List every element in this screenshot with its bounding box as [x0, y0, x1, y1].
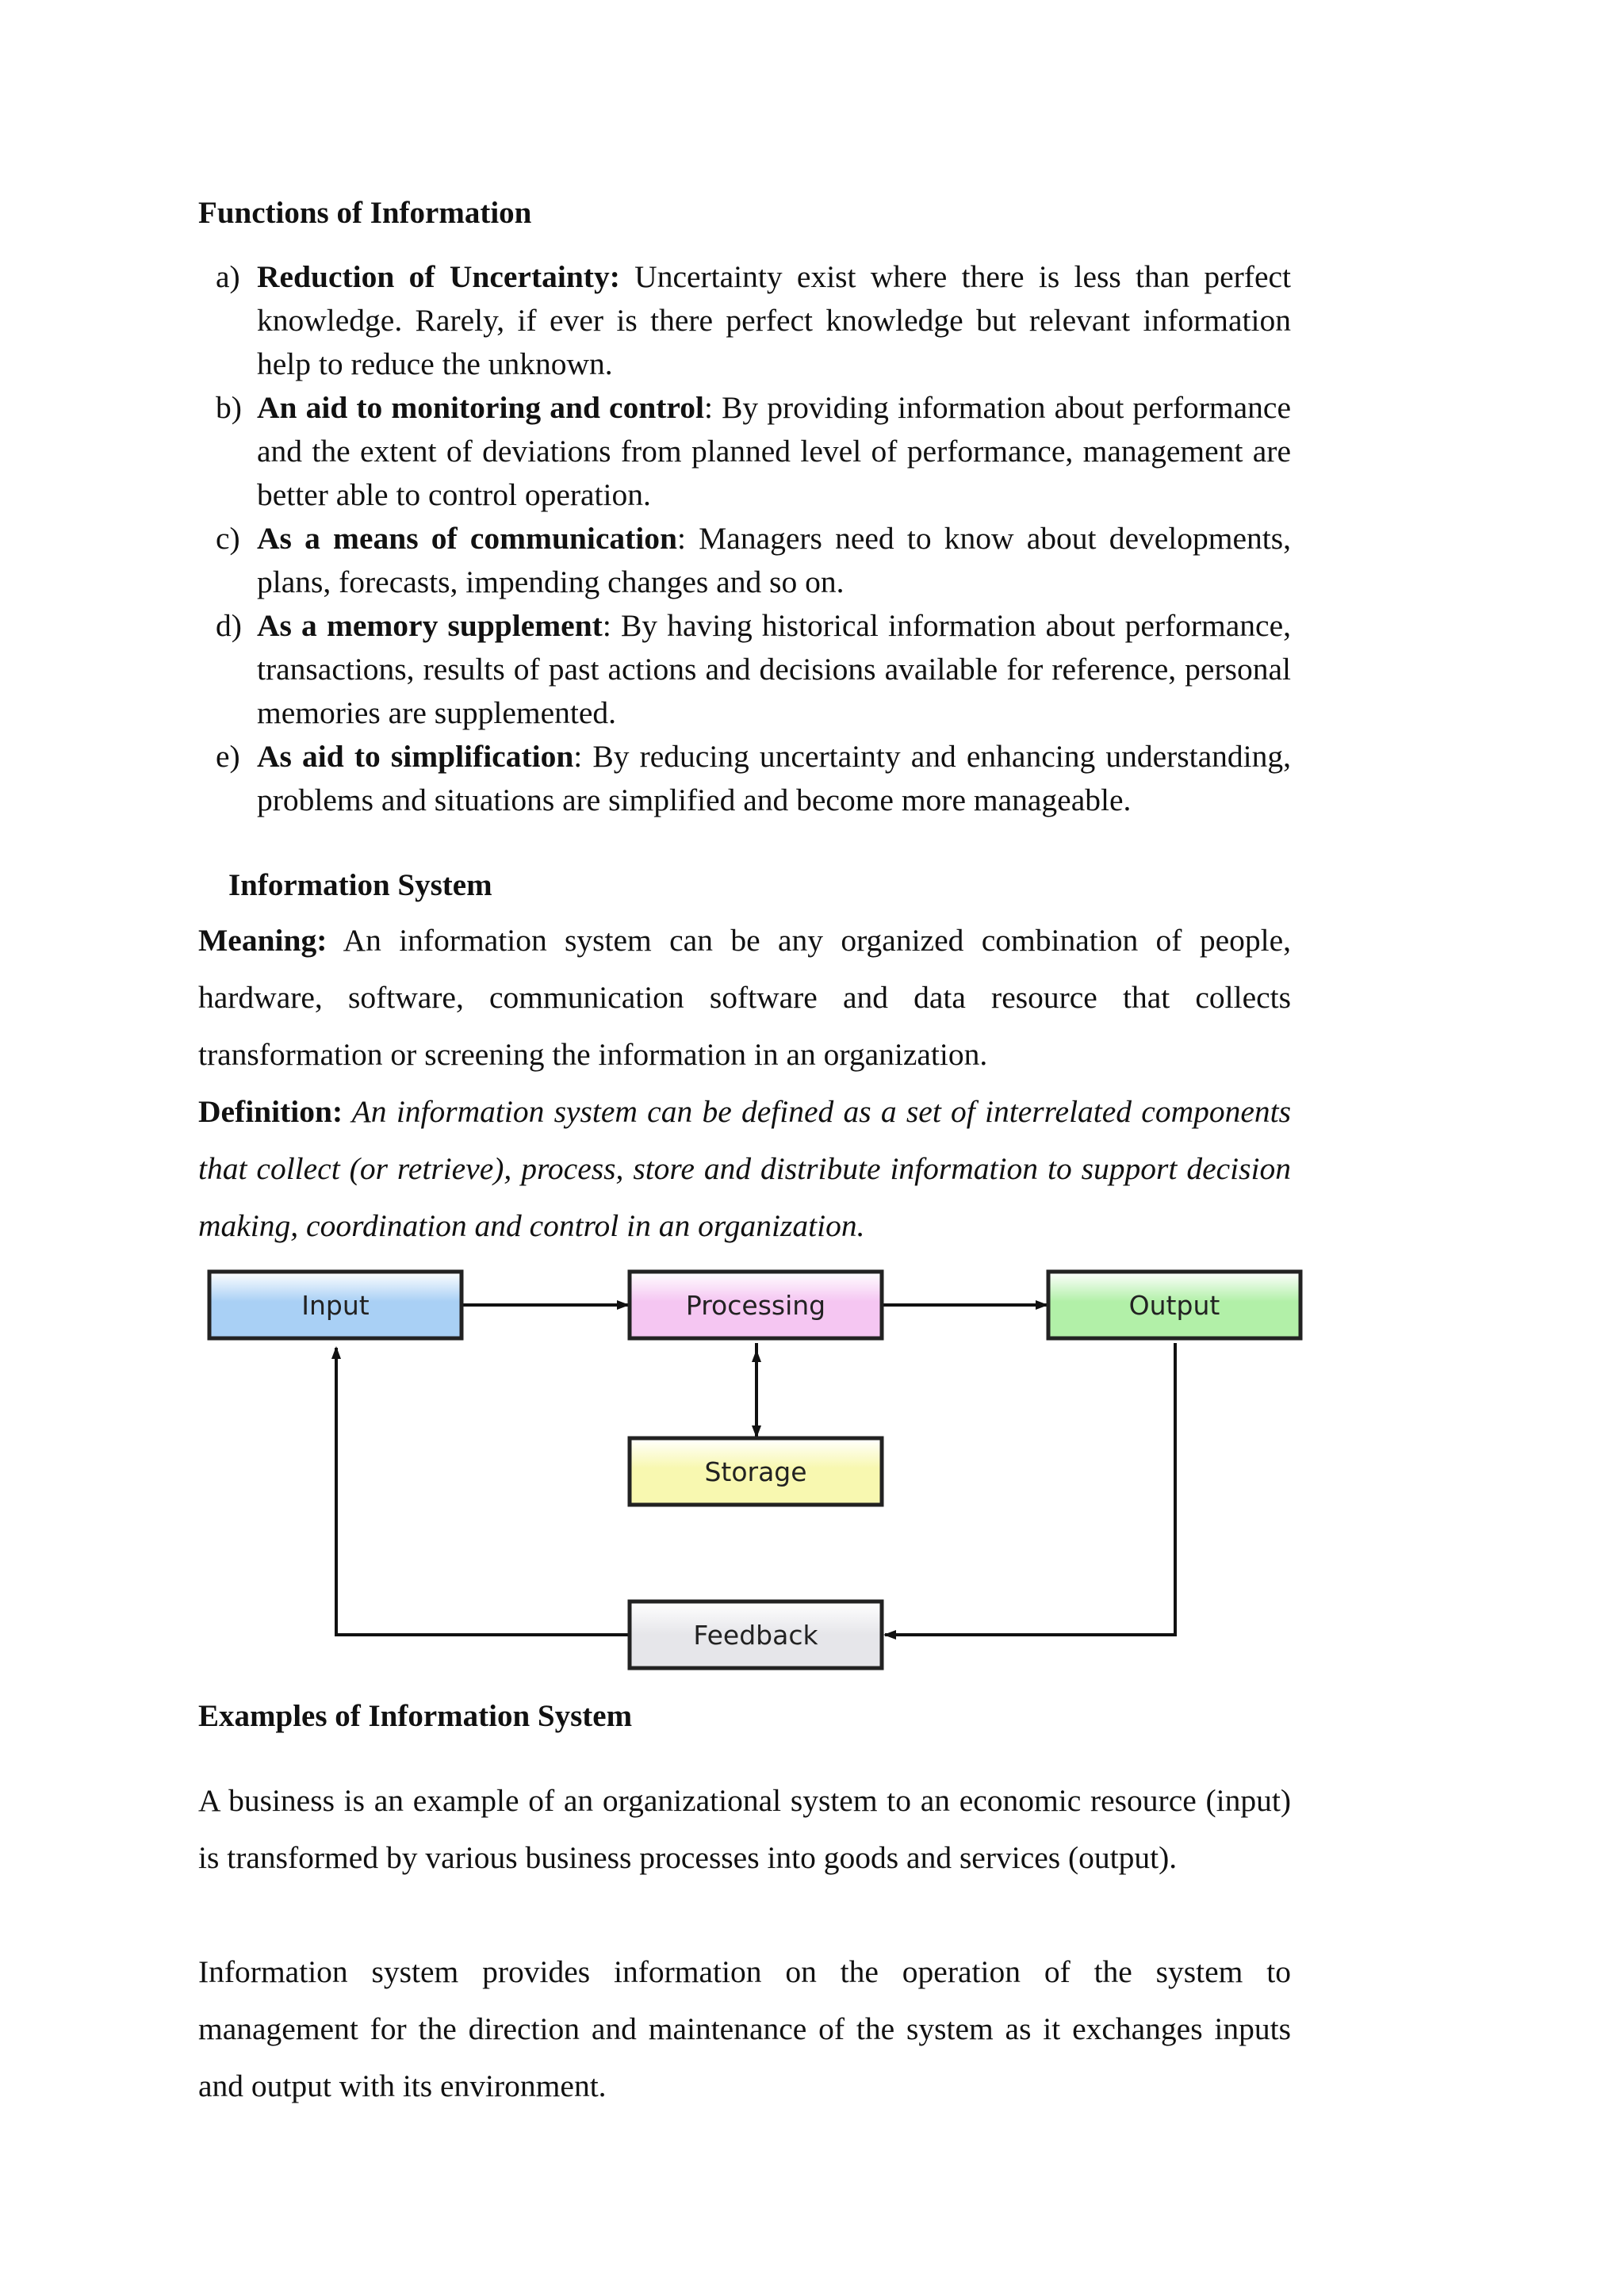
output-box [1048, 1272, 1300, 1338]
list-marker: e) [216, 739, 240, 774]
definition-paragraph [198, 1083, 1291, 1254]
item-text: : By reducing uncertainty and enhancing understanding, problems and situations are simplified and become more manageable. [257, 739, 1291, 817]
feedback-box [630, 1601, 882, 1668]
list-item [198, 604, 1291, 735]
input-box [209, 1272, 462, 1338]
list-item [198, 255, 1291, 386]
item-term: As a memory supplement [257, 608, 603, 643]
list-marker: b) [216, 390, 242, 425]
item-text: : By providing information about performance and the extent of deviations from planned level of performance, management are better able to control operation. [257, 390, 1291, 512]
list-marker: d) [216, 608, 242, 643]
processing-label: Processing [685, 1290, 826, 1321]
meaning-label: Meaning: [198, 923, 327, 958]
feedback-to-input-arrow [336, 1348, 630, 1635]
item-text: Uncertainty exist where there is less than perfect knowledge. Rarely, if ever is there perfect knowledge but relevant information help to reduce the unknown. [257, 259, 1291, 381]
item-text: : Managers need to know about developments, plans, forecasts, impending changes and so on. [257, 521, 1291, 599]
item-term: As aid to simplification [257, 739, 574, 774]
meaning-paragraph [198, 912, 1291, 1083]
input-label: Input [301, 1290, 370, 1321]
storage-label: Storage [704, 1456, 807, 1487]
examples-paragraph-2: Information system provides information on the operation of the system to management for the direction and maintenance of the system as it exchanges inputs and output with its environment. [198, 1954, 1291, 2103]
diagram-svg [198, 1261, 1308, 1689]
list-marker: c) [216, 521, 240, 556]
item-text: : By having historical information about performance, transactions, results of past actions and decisions available for reference, personal memories are supplemented. [257, 608, 1292, 730]
item-term: As a means of communication [257, 521, 677, 556]
output-to-feedback-arrow [885, 1343, 1175, 1635]
list-item [198, 386, 1291, 517]
item-term: Reduction of Uncertainty: [257, 259, 620, 294]
information-system-heading: Information System [228, 868, 492, 902]
information-system-diagram [198, 1261, 1308, 1689]
list-marker: a) [216, 259, 240, 294]
storage-box [630, 1438, 882, 1505]
processing-storage-arrowhead-up [752, 1349, 761, 1362]
meaning-text: An information system can be any organized combination of people, hardware, software, communication software and data resource that collects transformation or screening the information in an organization. [198, 923, 1291, 1072]
processing-box [630, 1272, 882, 1338]
output-label: Output [1128, 1290, 1220, 1321]
list-item [198, 735, 1291, 822]
functions-heading: Functions of Information [198, 196, 532, 230]
item-term: An aid to monitoring and control [257, 390, 704, 425]
examples-paragraph-1: A business is an example of an organizational system to an economic resource (input) is transformed by various business processes into goods and services (output). [198, 1783, 1291, 1875]
feedback-label: Feedback [693, 1620, 818, 1651]
definition-text: An information system can be defined as a set of interrelated components that collect (or retrieve), process, store and distribute information to support decision making, coordination and control in an organization. [198, 1094, 1291, 1243]
list-item [198, 517, 1291, 604]
definition-label: Definition: [198, 1094, 343, 1129]
examples-heading: Examples of Information System [198, 1699, 633, 1733]
functions-list [198, 255, 1291, 822]
